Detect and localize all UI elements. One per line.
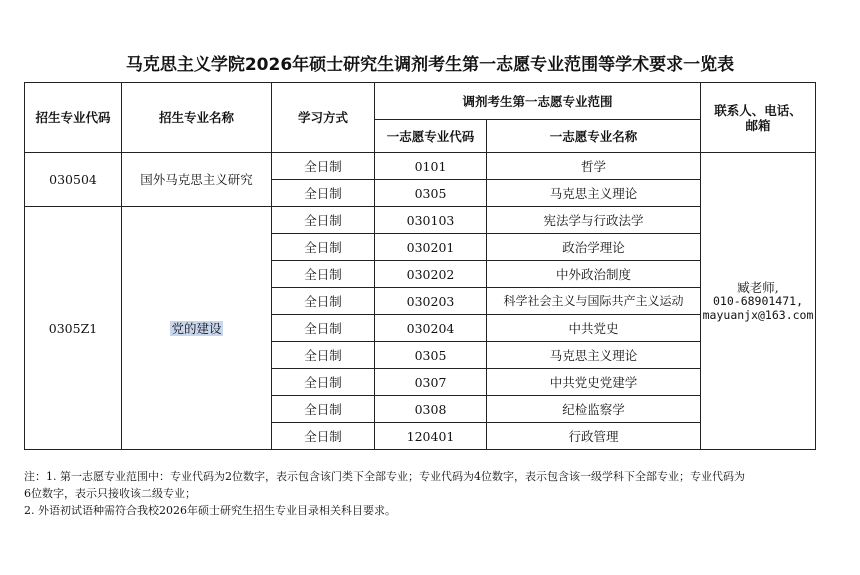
first-choice-name-cell: 行政管理	[487, 423, 701, 450]
first-choice-code-cell: 030204	[375, 315, 487, 342]
header-first-choice-range: 调剂考生第一志愿专业范围	[375, 83, 701, 120]
first-choice-code-cell: 030103	[375, 207, 487, 234]
footnote-line: 注：1. 第一志愿专业范围中：专业代码为2位数字，表示包含该门类下全部专业；专业代码为4位数字，表示包含该一级学科下全部专业；专业代码为	[24, 470, 745, 483]
first-choice-name-cell: 科学社会主义与国际共产主义运动	[487, 288, 701, 315]
study-mode-cell: 全日制	[272, 180, 375, 207]
major-code-cell: 0305Z1	[25, 207, 122, 450]
study-mode-cell: 全日制	[272, 234, 375, 261]
study-mode-cell: 全日制	[272, 342, 375, 369]
header-contact: 联系人、电话、邮箱	[701, 83, 816, 153]
study-mode-cell: 全日制	[272, 261, 375, 288]
first-choice-code-cell: 0308	[375, 396, 487, 423]
header-major-code: 招生专业代码	[25, 83, 122, 153]
first-choice-code-cell: 030203	[375, 288, 487, 315]
first-choice-name-cell: 马克思主义理论	[487, 342, 701, 369]
first-choice-code-cell: 030201	[375, 234, 487, 261]
study-mode-cell: 全日制	[272, 369, 375, 396]
study-mode-cell: 全日制	[272, 423, 375, 450]
first-choice-name-cell: 中共党史党建学	[487, 369, 701, 396]
selected-text-highlight[interactable]: 党的建设	[171, 320, 222, 336]
header-study-mode: 学习方式	[272, 83, 375, 153]
footnote-line: 2. 外语初试语种需符合我校2026年硕士研究生招生专业目录相关科目要求。	[24, 504, 396, 517]
contact-name: 臧老师,	[737, 279, 779, 295]
major-name-cell: 国外马克思主义研究	[122, 153, 272, 207]
first-choice-code-cell: 0305	[375, 180, 487, 207]
study-mode-cell: 全日制	[272, 153, 375, 180]
table-row	[25, 207, 816, 234]
major-name-cell	[122, 207, 272, 450]
first-choice-name-cell: 宪法学与行政法学	[487, 207, 701, 234]
study-mode-cell: 全日制	[272, 288, 375, 315]
first-choice-name-cell: 哲学	[487, 153, 701, 180]
header-first-choice-code: 一志愿专业代码	[375, 120, 487, 153]
first-choice-name-cell: 马克思主义理论	[487, 180, 701, 207]
contact-email[interactable]: mayuanjx@163.com	[702, 307, 814, 322]
first-choice-name-cell: 纪检监察学	[487, 396, 701, 423]
header-major-name: 招生专业名称	[122, 83, 272, 153]
study-mode-cell: 全日制	[272, 315, 375, 342]
header-first-choice-name: 一志愿专业名称	[487, 120, 701, 153]
first-choice-code-cell: 120401	[375, 423, 487, 450]
major-code-cell: 030504	[25, 153, 122, 207]
first-choice-code-cell: 0305	[375, 342, 487, 369]
footnote-line: 6位数字，表示只接收该二级专业；	[24, 487, 196, 500]
study-mode-cell: 全日制	[272, 207, 375, 234]
first-choice-code-cell: 030202	[375, 261, 487, 288]
document-title: 马克思主义学院2026年硕士研究生调剂考生第一志愿专业范围等学术要求一览表	[125, 55, 735, 75]
footnotes	[24, 468, 824, 519]
first-choice-name-cell: 中外政治制度	[487, 261, 701, 288]
table-row	[25, 153, 816, 180]
contact-phone: 010-68901471,	[713, 293, 804, 308]
requirements-table	[24, 82, 816, 450]
first-choice-code-cell: 0307	[375, 369, 487, 396]
first-choice-name-cell: 政治学理论	[487, 234, 701, 261]
first-choice-name-cell: 中共党史	[487, 315, 701, 342]
contact-cell	[701, 153, 816, 450]
study-mode-cell: 全日制	[272, 396, 375, 423]
first-choice-code-cell: 0101	[375, 153, 487, 180]
